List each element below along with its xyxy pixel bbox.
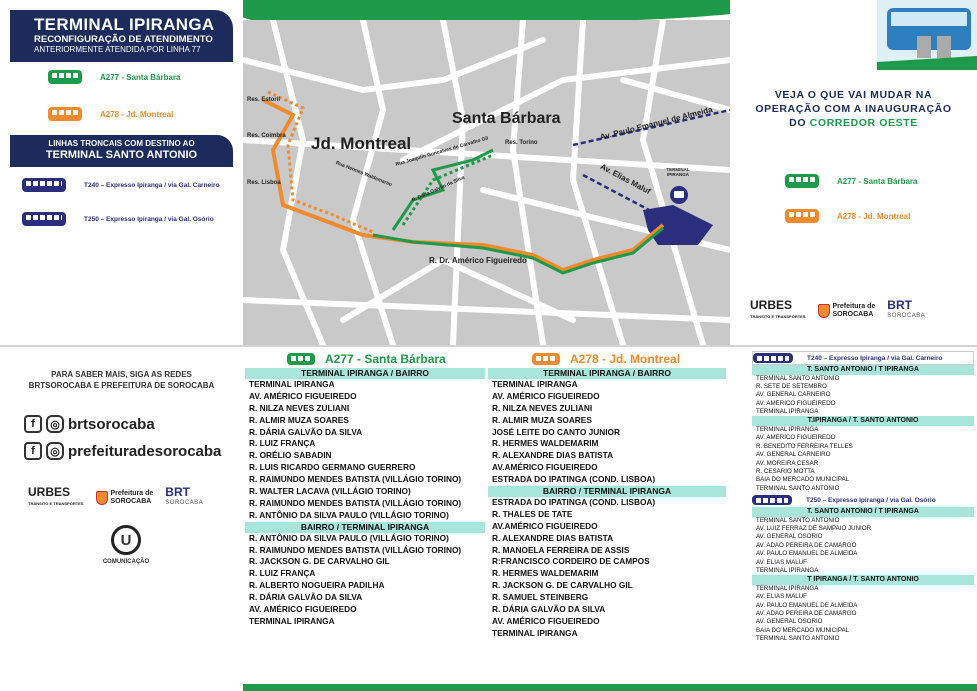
list-item: AV. AMÉRICO FIGUEIREDO xyxy=(249,390,357,401)
list-item: TERMINAL IPIRANGA xyxy=(756,425,819,433)
list-item: R. DÁRIA GALVÃO DA SILVA xyxy=(249,592,363,603)
list-item: R. SETE DE SETEMBRO xyxy=(756,382,827,390)
list-item: TERMINAL SANTO ANTONIO xyxy=(756,516,840,524)
urbes-logo xyxy=(750,300,806,322)
info-line-1: PARA SABER MAIS, SIGA AS REDES xyxy=(51,370,192,379)
page-title: TERMINAL IPIRANGA xyxy=(34,15,215,34)
list-item: R. ALEXANDRE DIAS BATISTA xyxy=(492,532,614,543)
title-box xyxy=(10,10,233,62)
map-label-jd-montreal: Jd. Montreal xyxy=(311,134,412,153)
terminal-area xyxy=(643,205,713,245)
bottom-left-panel xyxy=(0,347,243,691)
list-item: AV. AMÉRICO FIGUEIREDO xyxy=(756,399,836,407)
list-item: R. JACKSON G. DE CARVALHO GIL xyxy=(249,556,390,567)
list-item: R. ALEXANDRE DIAS BATISTA xyxy=(492,450,614,461)
list-item: R. NILZA NEVES ZULIANI xyxy=(492,402,593,413)
list-item: R. ALBERTO NOGUEIRA PADILHA xyxy=(249,580,385,591)
bottom-green-band xyxy=(243,684,977,691)
list-item: R. SAMUEL STEINBERG xyxy=(492,592,589,603)
right-legend-a278 xyxy=(785,209,910,223)
map-label-res-lisboa: Res. Lisboa xyxy=(247,180,281,186)
list-item: R:FRANCISCO CORDEIRO DE CAMPOS xyxy=(492,556,650,567)
list-item: AV. MOREIRA CESAR xyxy=(756,459,819,467)
list-item: TERMINAL SANTO ANTONIO xyxy=(756,374,840,382)
t240-rows-2 xyxy=(752,426,974,493)
navy-bus-icon xyxy=(753,353,793,363)
social-brtsorocaba[interactable] xyxy=(24,415,155,433)
list-item: TERMINAL SANTO ANTONIO xyxy=(756,635,840,643)
left-panel xyxy=(0,0,243,345)
orange-bus-icon xyxy=(785,209,819,223)
t240-title: T240 – Expresso Ipiranga / via Gal. Carneiro xyxy=(807,354,943,362)
list-item: AV. GENERAL CARNEIRO xyxy=(756,391,831,399)
prefeitura-logo xyxy=(96,490,154,506)
list-item: R. RAIMUNDO MENDES BATISTA (VILLÁGIO TORINO) xyxy=(249,497,462,508)
col-a278-header xyxy=(488,350,726,368)
list-item: ESTRADA DO IPATINGA (COND. LISBOA) xyxy=(492,497,656,508)
list-item: AV. AMÉRICO FIGUEIREDO xyxy=(756,434,836,442)
col-a277-rows-2 xyxy=(245,533,485,628)
list-item: AV. PAULO EMANUEL DE ALMEIDA xyxy=(756,550,858,558)
brt-logo-text: BRT xyxy=(165,485,190,499)
list-item: R. RAIMUNDO MENDES BATISTA (VILLÁGIO TORINO) xyxy=(249,474,462,485)
map-label-street-2: Av. Elias Maluf xyxy=(598,162,653,197)
troncal-title-1: LINHAS TRONCAIS COM DESTINO AO xyxy=(48,139,195,148)
social-prefeitura[interactable] xyxy=(24,442,221,460)
urbes-logo-sub: TRÂNSITO E TRANSPORTES xyxy=(750,314,806,319)
t250-header xyxy=(752,493,974,507)
map-label-street-1: Av. Paulo Emanuel de Almeida xyxy=(599,105,714,142)
list-item: JOSÉ LEITE DO CANTO JUNIOR xyxy=(492,426,621,437)
legend-a277 xyxy=(48,70,180,84)
list-item: R. MANOELA FERREIRA DE ASSIS xyxy=(492,544,630,555)
list-item: AV.AMÉRICO FIGUEIREDO xyxy=(492,520,598,531)
list-item: R. ANTÔNIO DA SILVA PAULO (VILLÁGIO TORINO) xyxy=(249,532,449,543)
green-bus-icon xyxy=(48,70,82,84)
pref-line-1: Prefeitura de xyxy=(110,490,154,497)
map-label-res-estoril: Res. Estoril xyxy=(247,97,281,103)
list-item: R. CESÁRIO MOTTA xyxy=(756,467,815,475)
list-item: AV. GENERAL OSORIO xyxy=(756,533,823,541)
list-item: R. ORÉLIO SABADIN xyxy=(249,450,332,461)
facebook-icon: f xyxy=(24,442,42,460)
legend-a277-label: A277 - Santa Bárbara xyxy=(100,72,181,82)
col-a278-title: A278 - Jd. Montreal xyxy=(570,352,681,366)
handle-prefeitura: prefeituradesorocaba xyxy=(68,442,222,460)
t250-section-2: T IPIRANGA / T. SANTO ANTONIO xyxy=(752,575,974,585)
list-item: R. BENEDITO FERREIRA TELLES xyxy=(756,442,853,450)
right-panel xyxy=(730,0,977,345)
urbes-logo xyxy=(28,487,84,509)
brt-logo-text: BRT xyxy=(887,298,912,312)
brt-logo xyxy=(887,300,925,322)
list-item: R. LUIZ FRANÇA xyxy=(249,568,316,579)
map-label-street-3: R. Dr. Américo Figueiredo xyxy=(429,256,527,265)
col-a277-rows-1 xyxy=(245,379,485,522)
t250-section-1: T. SANTO ANTONIO / T IPIRANGA xyxy=(752,507,974,517)
urbes-logo-text: URBES xyxy=(28,485,71,499)
list-item: TERMINAL IPIRANGA xyxy=(249,615,335,626)
list-item: BAIA DO MERCADO MUNICIPAL xyxy=(756,626,850,634)
col-a278-section-1: TERMINAL IPIRANGA / BAIRRO xyxy=(488,368,726,379)
headset-u-icon: U xyxy=(111,525,141,555)
col-a277-section-1: TERMINAL IPIRANGA / BAIRRO xyxy=(245,368,485,379)
comunicacao-logo xyxy=(96,525,156,565)
right-legend-a277 xyxy=(785,174,917,188)
col-a278 xyxy=(488,350,726,640)
right-logos xyxy=(750,300,925,322)
t240-section-2: T.IPIRANGA / T. SANTO ANTONIO xyxy=(752,416,974,426)
list-item: R. LUIS RICARDO GERMANO GUERRERO xyxy=(249,462,416,473)
list-item: R. DÁRIA GALVÃO DA SILVA xyxy=(492,604,606,615)
comunicacao-label: COMUNICAÇÃO xyxy=(102,559,150,565)
map-label-res-torino: Res. Torino xyxy=(505,140,538,146)
list-item: R. LUIZ FRANÇA xyxy=(249,438,316,449)
map-svg xyxy=(243,20,730,345)
list-item: R. HERMES WALDEMARIM xyxy=(492,568,599,579)
instagram-icon: ◎ xyxy=(46,415,64,433)
legend-a278 xyxy=(48,107,173,121)
t250-title: T250 – Expresso Ipiranga / via Gal. Osório xyxy=(806,496,936,504)
list-item: BAIA DO MERCADO MUNICIPAL xyxy=(756,476,850,484)
list-item: AV. ADÃO PEREIRA DE CAMARGO xyxy=(756,541,857,549)
list-item: R. ALMIR MUZA SOARES xyxy=(249,414,349,425)
green-bus-icon xyxy=(287,353,315,365)
info-line-2: BRTSOROCABA E PREFEITURA DE SOROCABA xyxy=(28,381,215,390)
list-item: AV. AMÉRICO FIGUEIREDO xyxy=(492,390,600,401)
instagram-icon: ◎ xyxy=(46,442,64,460)
urbes-logo-sub: TRÂNSITO E TRANSPORTES xyxy=(28,501,84,506)
legend-t250-label: T250 – Expresso Ipiranga / via Gal. Osório xyxy=(84,215,214,223)
pref-line-2: SOROCABA xyxy=(832,311,874,318)
headline-line-1: VEJA O QUE VAI MUDAR NA xyxy=(774,89,933,101)
col-a277-section-2: BAIRRO / TERMINAL IPIRANGA xyxy=(245,522,485,533)
facebook-icon: f xyxy=(24,415,42,433)
navy-bus-icon xyxy=(752,495,792,505)
info-text xyxy=(10,369,233,391)
t250-rows-2 xyxy=(752,585,974,644)
page-subtitle: RECONFIGURAÇÃO DE ATENDIMENTO xyxy=(34,34,213,45)
list-item: AV. ELIAS MALUF xyxy=(756,593,807,601)
right-headline xyxy=(730,88,977,130)
terminal-bus-glyph xyxy=(674,191,684,198)
crest-icon xyxy=(96,491,108,505)
list-item: AV.AMÉRICO FIGUEIREDO xyxy=(492,462,598,473)
top-green-band xyxy=(230,0,790,22)
map-label-santa-barbara: Santa Bárbara xyxy=(452,110,561,127)
map-label-street-5: Rua Joaquim Gonçalves de Carvalho Gil xyxy=(395,135,490,168)
list-item: R. NILZA NEVES ZULIANI xyxy=(249,402,350,413)
list-item: R. HERMES WALDEMARIM xyxy=(492,438,599,449)
headline-line-3 xyxy=(730,116,977,130)
legend-t240-label: T240 – Expresso Ipiranga / via Gal. Carneiro xyxy=(84,181,220,189)
map-label-terminal: TERMINAL IPIRANGA xyxy=(666,167,690,177)
right-legend-a277-label: A277 - Santa Bárbara xyxy=(837,176,918,186)
list-item: AV. ADÃO PEREIRA DE CAMARGO xyxy=(756,609,857,617)
map-streets xyxy=(243,20,730,345)
col-a277-title: A277 - Santa Bárbara xyxy=(325,352,446,366)
headline-line-3b: CORREDOR OESTE xyxy=(809,117,918,129)
list-item: AV. LUIZ FERRAZ DE SAMPAIO JUNIOR xyxy=(756,524,872,532)
top-section xyxy=(0,0,977,345)
map-label-street-4: Rua Hermes Waldemarim xyxy=(334,160,393,189)
list-item: AV. PAULO EMANUEL DE ALMEIDA xyxy=(756,601,858,609)
col-a278-rows-1 xyxy=(488,379,726,486)
t250-rows-1 xyxy=(752,517,974,576)
handle-brtsorocaba: brtsorocaba xyxy=(68,415,155,433)
navy-bus-icon xyxy=(22,178,66,192)
list-item: TERMINAL IPIRANGA xyxy=(756,566,819,574)
map-label-street-6: R. Dária Galvão da Silva xyxy=(411,174,466,204)
legend-t240 xyxy=(22,178,219,192)
list-item: TERMINAL IPIRANGA xyxy=(756,584,819,592)
brt-logo-sub: SOROCABA xyxy=(887,313,926,319)
list-item: R. ANTÔNIO DA SILVA PAULO (VILLÁGIO TORINO) xyxy=(249,509,449,520)
list-item: AV. ELIAS MALUF xyxy=(756,558,807,566)
list-item: TERMINAL IPIRANGA xyxy=(756,408,819,416)
legend-t250 xyxy=(22,212,214,226)
list-item: R. ALMIR MUZA SOARES xyxy=(492,414,592,425)
col-a278-rows-2 xyxy=(488,497,726,640)
list-item: R. THALES DE TATE xyxy=(492,508,573,519)
list-item: R. DÁRIA GALVÃO DA SILVA xyxy=(249,426,363,437)
headline-line-2: OPERAÇÃO COM A INAUGURAÇÃO xyxy=(755,103,952,115)
col-a277 xyxy=(245,350,485,628)
orange-bus-icon xyxy=(532,353,560,365)
prefeitura-logo xyxy=(818,303,876,319)
pref-line-1: Prefeitura de xyxy=(832,303,876,310)
list-item: AV. GENERAL OSORIO xyxy=(756,618,823,626)
list-item: TERMINAL IPIRANGA xyxy=(492,379,578,389)
col-troncais xyxy=(752,351,974,644)
t240-section-1: T. SANTO ANTONIO / T IPIRANGA xyxy=(752,365,974,375)
list-item: R. RAIMUNDO MENDES BATISTA (VILLÁGIO TORINO) xyxy=(249,544,462,555)
col-a277-header xyxy=(245,350,485,368)
green-bus-icon xyxy=(785,174,819,188)
page-note: ANTERIORMENTE ATENDIDA POR LINHA 77 xyxy=(34,45,201,54)
t240-header xyxy=(752,351,974,365)
col-a278-section-2: BAIRRO / TERMINAL IPIRANGA xyxy=(488,486,726,497)
troncal-title-2: TERMINAL SANTO ANTONIO xyxy=(45,149,198,161)
list-item: AV. AMÉRICO FIGUEIREDO xyxy=(492,615,600,626)
right-legend-a278-label: A278 - Jd. Montreal xyxy=(837,211,911,221)
brt-logo xyxy=(165,487,203,509)
bus-photo-illustration xyxy=(877,0,977,70)
route-map xyxy=(243,20,730,345)
pref-line-2: SOROCABA xyxy=(110,498,152,505)
list-item: TERMINAL IPIRANGA xyxy=(492,627,578,638)
t240-rows-1 xyxy=(752,375,974,417)
list-item: R. WALTER LACAVA (VILLÁGIO TORINO) xyxy=(249,486,411,497)
list-item: R. JACKSON G. DE CARVALHO GIL xyxy=(492,580,633,591)
urbes-logo-text: URBES xyxy=(750,298,793,312)
bottom-logos xyxy=(28,487,203,509)
brt-logo-sub: SOROCABA xyxy=(165,500,204,506)
headline-line-3a: DO xyxy=(789,117,807,129)
crest-icon xyxy=(818,304,830,318)
list-item: TERMINAL IPIRANGA xyxy=(249,379,335,389)
list-item: AV. GENERAL CARNEIRO xyxy=(756,451,831,459)
map-label-res-coimbra: Res. Coimbra xyxy=(247,133,286,139)
troncal-box xyxy=(10,135,233,167)
orange-bus-icon xyxy=(48,107,82,121)
list-item: ESTRADA DO IPATINGA (COND. LISBOA) xyxy=(492,474,656,485)
list-item: TERMINAL SANTO ANTONIO xyxy=(756,484,840,492)
list-item: AV. AMÉRICO FIGUEIREDO xyxy=(249,604,357,615)
legend-a278-label: A278 - Jd. Montreal xyxy=(100,109,174,119)
navy-bus-icon xyxy=(22,212,66,226)
